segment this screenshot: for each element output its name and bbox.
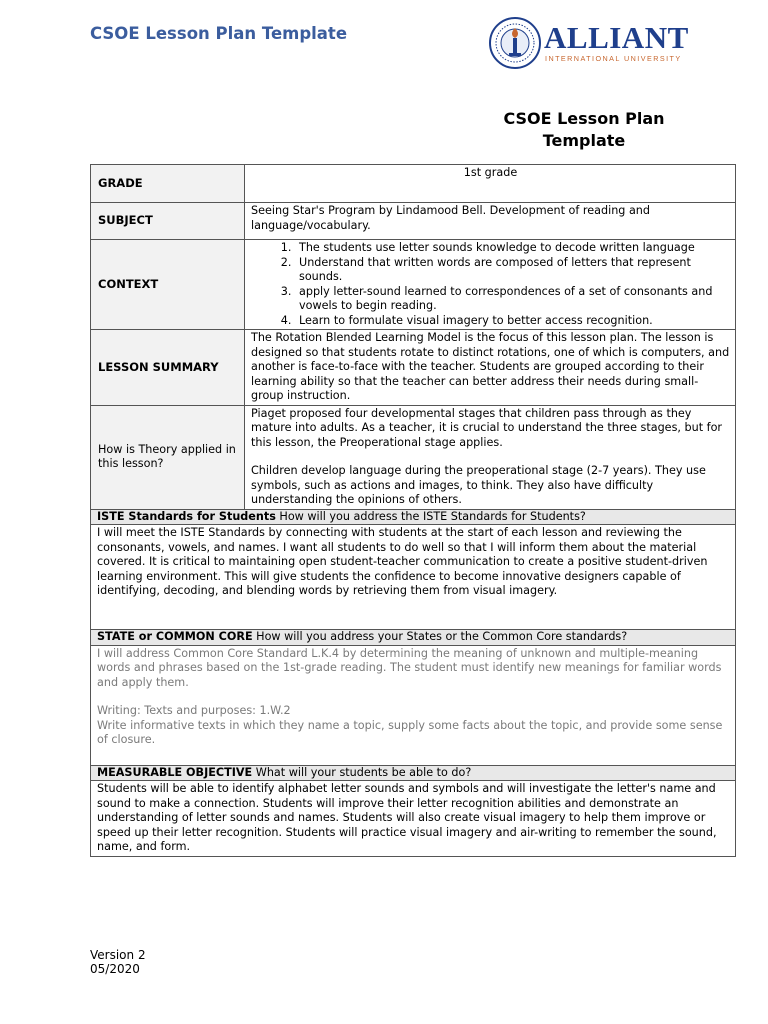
- context-row: [91, 240, 736, 330]
- context-value: [245, 240, 736, 330]
- context-item: 4. Learn to formulate visual imagery to better access recognition.: [295, 314, 730, 329]
- document-title-line2: Template: [542, 131, 626, 150]
- subject-value: Seeing Star's Program by Lindamood Bell. Development of reading and language/vocabulary.: [245, 203, 736, 240]
- objective-heading-bold: MEASURABLE OBJECTIVE: [97, 765, 253, 779]
- context-list: [251, 241, 730, 328]
- objective-body: Students will be able to identify alphabet letter sounds and symbols and will investigate the letter's name and sound to make a connection. Students will improve their letter recognition abilities and demonstrate an understanding of letter sounds and names. Students will also create visual imagery to help them improve or speed up their letter recognition. Students will practice visual imagery and air-writing to remember the sound, name, and form.: [91, 781, 736, 857]
- alliant-logo: [488, 16, 688, 74]
- footer-date: 05/2020: [90, 962, 140, 976]
- iste-heading: [91, 509, 736, 525]
- objective-heading: [91, 765, 736, 781]
- summary-label-cell: [91, 330, 245, 406]
- theory-paragraph-2: Children develop language during the preoperational stage (2-7 years). They use symbols, such as actions and images, to think. They also have difficulty understanding the opinions of others.: [251, 464, 706, 506]
- context-label: CONTEXT: [98, 276, 159, 291]
- context-item: 1. The students use letter sounds knowledge to decode written language: [295, 241, 730, 256]
- objective-body-row: [91, 781, 736, 857]
- summary-value: The Rotation Blended Learning Model is the focus of this lesson plan. The lesson is designed so that students rotate to distinct rotations, one of which is computers, and another is face-to-face with the teacher. Students are grouped according to their learning ability so that the teacher can better address their needs during small-group instruction.: [245, 330, 736, 406]
- state-writing-standard: Writing: Texts and purposes: 1.W.2: [97, 704, 291, 717]
- grade-label: GRADE: [98, 175, 143, 190]
- grade-value: 1st grade: [245, 165, 736, 203]
- iste-heading-bold: ISTE Standards for Students: [97, 509, 276, 523]
- context-item: 2. Understand that written words are composed of letters that represent sounds.: [295, 256, 730, 285]
- state-writing-description: Write informative texts in which they name a topic, supply some facts about the topic, and provide some sense of closure.: [97, 718, 723, 746]
- context-label-cell: [91, 240, 245, 330]
- document-title: [480, 108, 688, 152]
- state-heading: [91, 630, 736, 646]
- subject-label-cell: [91, 203, 245, 240]
- footer: [90, 948, 146, 976]
- state-body-row: [91, 645, 736, 765]
- theory-paragraph-1: Piaget proposed four developmental stages that children pass through as they mature into adults. As a teacher, it is crucial to understand the three stages, but for this lesson, the Preoperational stage applies.: [251, 406, 723, 449]
- objective-heading-row: [91, 765, 736, 781]
- theory-value: [245, 405, 736, 509]
- logo-subtitle: INTERNATIONAL UNIVERSITY: [545, 54, 682, 63]
- subject-label: SUBJECT: [98, 213, 153, 228]
- university-seal-icon: [488, 16, 542, 70]
- iste-body-row: [91, 525, 736, 630]
- summary-row: [91, 330, 736, 406]
- grade-label-cell: [91, 165, 245, 203]
- iste-heading-question: How will you address the ISTE Standards for Students?: [275, 509, 586, 523]
- footer-version: Version 2: [90, 948, 146, 962]
- grade-row: [91, 165, 736, 203]
- state-body: [91, 645, 736, 765]
- iste-body: I will meet the ISTE Standards by connecting with students at the start of each lesson and reviewing the consonants, vowels, and names. I want all students to do well so that I will inform them about the material covered. It is critical to maintaining open student-teacher communication to create a positive student-driven learning environment. This will give students the confidence to become innovative designers capable of identifying, decoding, and blending words by retrieving them from visual imagery.: [91, 525, 736, 630]
- iste-heading-row: [91, 509, 736, 525]
- state-heading-bold: STATE or COMMON CORE: [97, 630, 253, 643]
- context-item: 3. apply letter-sound learned to correspondences of a set of consonants and vowels to begin reading.: [295, 285, 730, 314]
- objective-heading-question: What will your students be able to do?: [252, 765, 472, 779]
- state-heading-question: How will you address your States or the Common Core standards?: [252, 630, 628, 643]
- header-title: CSOE Lesson Plan Template: [90, 24, 348, 43]
- subject-row: [91, 203, 736, 240]
- state-heading-row: [91, 630, 736, 646]
- theory-row: [91, 405, 736, 509]
- summary-label: LESSON SUMMARY: [98, 359, 219, 374]
- document-title-line1: CSOE Lesson Plan: [503, 109, 665, 128]
- logo-name: ALLIANT: [544, 20, 689, 55]
- lesson-plan-table: [90, 164, 736, 857]
- state-paragraph-1: I will address Common Core Standard L.K.4 by determining the meaning of unknown and multiple-meaning words and phrases based on the 1st-grade reading. The student must identify new meanings for familiar words and apply them.: [97, 646, 722, 689]
- theory-label: How is Theory applied in this lesson?: [91, 405, 245, 509]
